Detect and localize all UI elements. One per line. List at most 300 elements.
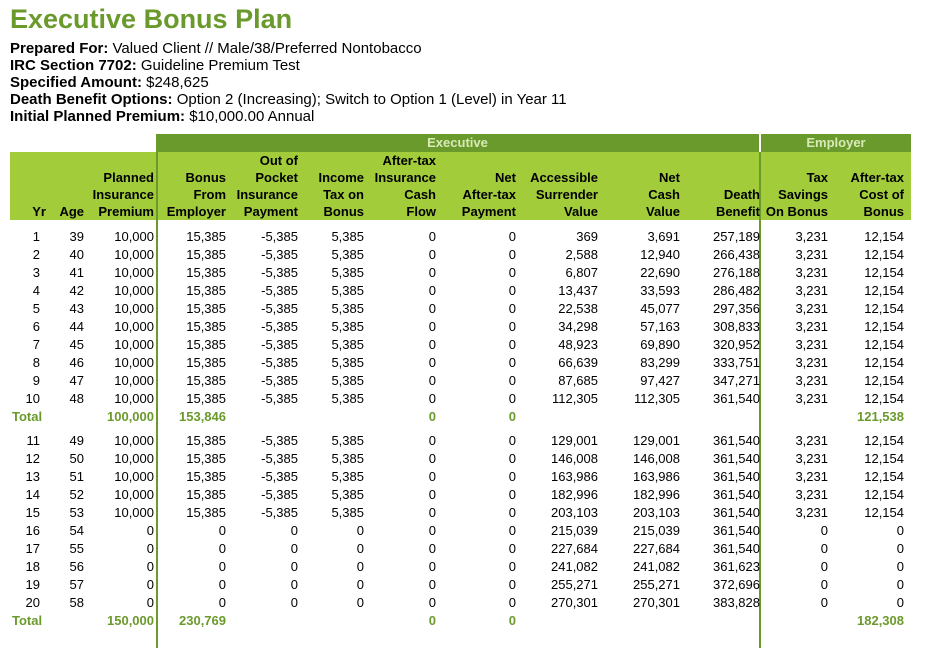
cell-planned-premium: 10,000 (114, 487, 154, 502)
cell-death-benefit: 383,828 (713, 595, 760, 610)
cell-bonus-from-employer: 15,385 (186, 391, 226, 406)
cell-out-of-pocket-payment: -5,385 (261, 391, 298, 406)
cell-after-tax-cost-of-bonus: 182,308 (857, 613, 904, 628)
cell-yr: 15 (25, 505, 40, 520)
cell-out-of-pocket-payment: 0 (290, 595, 298, 610)
cell-death-benefit: 276,188 (713, 265, 760, 280)
page-title: Executive Bonus Plan (10, 4, 293, 34)
cell-out-of-pocket-payment: -5,385 (261, 301, 298, 316)
cell-after-tax-cash-flow: 0 (428, 265, 436, 280)
cell-net-after-tax-payment: 0 (508, 409, 516, 424)
cell-income-tax-on-bonus: 5,385 (331, 451, 364, 466)
cell-net-cash-value: 241,082 (633, 559, 680, 574)
cell-death-benefit: 266,438 (713, 247, 760, 262)
cell-net-cash-value: 203,103 (633, 505, 680, 520)
cell-bonus-from-employer: 15,385 (186, 373, 226, 388)
cell-net-after-tax-payment: 0 (508, 265, 516, 280)
cell-death-benefit: 286,482 (713, 283, 760, 298)
cell-income-tax-on-bonus: 5,385 (331, 283, 364, 298)
cell-tax-savings-on-bonus: 0 (820, 577, 828, 592)
cell-bonus-from-employer: 0 (218, 541, 226, 556)
cell-net-cash-value: 45,077 (640, 301, 680, 316)
cell-death-benefit: 361,540 (713, 451, 760, 466)
cell-yr: 19 (25, 577, 40, 592)
initial-planned-premium: Initial Planned Premium: $10,000.00 Annual (10, 108, 315, 125)
cell-net-after-tax-payment: 0 (508, 469, 516, 484)
cell-after-tax-cost-of-bonus: 12,154 (864, 451, 904, 466)
cell-income-tax-on-bonus: 0 (356, 577, 364, 592)
cell-income-tax-on-bonus: 5,385 (331, 373, 364, 388)
cell-net-cash-value: 163,986 (633, 469, 680, 484)
cell-net-after-tax-payment: 0 (508, 301, 516, 316)
cell-out-of-pocket-payment: -5,385 (261, 355, 298, 370)
table-row (10, 372, 910, 390)
cell-income-tax-on-bonus: 5,385 (331, 505, 364, 520)
cell-age (48, 408, 86, 426)
cell-income-tax-on-bonus: 5,385 (331, 229, 364, 244)
cell-net-cash-value: 146,008 (633, 451, 680, 466)
cell-yr: 13 (25, 469, 40, 484)
cell-net-cash-value: 255,271 (633, 577, 680, 592)
cell-planned-premium: 0 (146, 541, 154, 556)
cell-planned-premium: 0 (146, 577, 154, 592)
cell-after-tax-cost-of-bonus: 121,538 (857, 409, 904, 424)
cell-after-tax-cash-flow: 0 (428, 229, 436, 244)
cell-after-tax-cash-flow: 0 (428, 409, 436, 424)
cell-yr: 3 (32, 265, 40, 280)
cell-planned-premium: 10,000 (114, 433, 154, 448)
cell-planned-premium: 0 (146, 523, 154, 538)
cell-yr: Total (12, 409, 43, 424)
cell-out-of-pocket-payment: 0 (290, 523, 298, 538)
cell-age: 39 (69, 229, 84, 244)
cell-accessible-surrender-value: 146,008 (551, 451, 598, 466)
cell-after-tax-cost-of-bonus: 12,154 (864, 265, 904, 280)
cell-net-cash-value: 69,890 (640, 337, 680, 352)
cell-after-tax-cash-flow: 0 (428, 319, 436, 334)
cell-net-after-tax-payment: 0 (508, 337, 516, 352)
cell-out-of-pocket-payment: -5,385 (261, 247, 298, 262)
cell-after-tax-cost-of-bonus: 12,154 (864, 337, 904, 352)
total-row (10, 408, 910, 426)
cell-accessible-surrender-value (518, 612, 600, 630)
cell-after-tax-cash-flow: 0 (428, 487, 436, 502)
cell-net-after-tax-payment: 0 (508, 247, 516, 262)
cell-net-after-tax-payment: 0 (508, 451, 516, 466)
cell-planned-premium: 10,000 (114, 229, 154, 244)
cell-planned-premium: 10,000 (114, 373, 154, 388)
header-tax-savings-on-bonus: Tax Savings On Bonus (765, 170, 828, 219)
cell-after-tax-cash-flow: 0 (428, 301, 436, 316)
cell-tax-savings-on-bonus: 0 (820, 541, 828, 556)
cell-age: 58 (69, 595, 84, 610)
cell-after-tax-cash-flow: 0 (428, 595, 436, 610)
cell-yr: 18 (25, 559, 40, 574)
cell-after-tax-cash-flow: 0 (428, 469, 436, 484)
cell-planned-premium: 10,000 (114, 265, 154, 280)
cell-net-after-tax-payment: 0 (508, 433, 516, 448)
cell-yr: 5 (32, 301, 40, 316)
cell-after-tax-cost-of-bonus: 12,154 (864, 505, 904, 520)
cell-age: 55 (69, 541, 84, 556)
cell-after-tax-cost-of-bonus: 0 (896, 595, 904, 610)
cell-after-tax-cost-of-bonus: 12,154 (864, 433, 904, 448)
table-row (10, 540, 910, 558)
cell-income-tax-on-bonus: 5,385 (331, 487, 364, 502)
cell-income-tax-on-bonus: 0 (356, 541, 364, 556)
cell-net-after-tax-payment: 0 (508, 283, 516, 298)
cell-death-benefit: 308,833 (713, 319, 760, 334)
cell-accessible-surrender-value: 215,039 (551, 523, 598, 538)
cell-accessible-surrender-value: 87,685 (558, 373, 598, 388)
cell-age: 43 (69, 301, 84, 316)
cell-bonus-from-employer: 15,385 (186, 247, 226, 262)
cell-planned-premium: 10,000 (114, 469, 154, 484)
header-out-of-pocket-payment: Out of Pocket Insurance Payment (236, 153, 298, 219)
cell-out-of-pocket-payment: -5,385 (261, 265, 298, 280)
cell-after-tax-cash-flow: 0 (428, 451, 436, 466)
cell-bonus-from-employer: 153,846 (179, 409, 226, 424)
cell-age: 56 (69, 559, 84, 574)
cell-out-of-pocket-payment: -5,385 (261, 373, 298, 388)
cell-tax-savings-on-bonus: 0 (820, 523, 828, 538)
cell-death-benefit: 372,696 (713, 577, 760, 592)
cell-accessible-surrender-value: 182,996 (551, 487, 598, 502)
prepared-for: Prepared For: Valued Client // Male/38/Preferred Nontobacco (10, 40, 422, 57)
cell-out-of-pocket-payment (228, 408, 300, 426)
cell-net-after-tax-payment: 0 (508, 355, 516, 370)
cell-accessible-surrender-value: 48,923 (558, 337, 598, 352)
cell-net-after-tax-payment: 0 (508, 391, 516, 406)
cell-age: 44 (69, 319, 84, 334)
cell-out-of-pocket-payment: -5,385 (261, 469, 298, 484)
illustration-table (10, 152, 910, 630)
cell-after-tax-cost-of-bonus: 12,154 (864, 319, 904, 334)
table-row (10, 576, 910, 594)
cell-planned-premium: 10,000 (114, 391, 154, 406)
cell-after-tax-cash-flow: 0 (428, 541, 436, 556)
cell-tax-savings-on-bonus: 3,231 (795, 451, 828, 466)
cell-net-cash-value: 112,305 (633, 391, 680, 406)
table-row (10, 354, 910, 372)
cell-net-cash-value: 12,940 (640, 247, 680, 262)
cell-death-benefit: 361,540 (713, 541, 760, 556)
cell-net-after-tax-payment: 0 (508, 505, 516, 520)
cell-net-cash-value: 215,039 (633, 523, 680, 538)
cell-death-benefit: 361,540 (713, 391, 760, 406)
cell-out-of-pocket-payment: -5,385 (261, 229, 298, 244)
cell-net-cash-value: 83,299 (640, 355, 680, 370)
cell-tax-savings-on-bonus: 3,231 (795, 337, 828, 352)
cell-out-of-pocket-payment: -5,385 (261, 505, 298, 520)
cell-death-benefit: 361,540 (713, 505, 760, 520)
cell-yr: 10 (25, 391, 40, 406)
cell-after-tax-cost-of-bonus: 0 (896, 523, 904, 538)
cell-net-cash-value (600, 408, 682, 426)
cell-net-after-tax-payment: 0 (508, 373, 516, 388)
header-yr: Yr (32, 204, 46, 219)
cell-net-after-tax-payment: 0 (508, 523, 516, 538)
cell-bonus-from-employer: 15,385 (186, 337, 226, 352)
table-row (10, 558, 910, 576)
cell-yr: 20 (25, 595, 40, 610)
cell-death-benefit: 361,540 (713, 523, 760, 538)
table-row (10, 228, 910, 246)
cell-death-benefit: 333,751 (713, 355, 760, 370)
cell-after-tax-cost-of-bonus: 12,154 (864, 355, 904, 370)
header-bonus-from-employer: Bonus From Employer (166, 170, 226, 219)
cell-after-tax-cost-of-bonus: 12,154 (864, 373, 904, 388)
cell-after-tax-cash-flow: 0 (428, 373, 436, 388)
cell-net-after-tax-payment: 0 (508, 319, 516, 334)
cell-after-tax-cash-flow: 0 (428, 577, 436, 592)
cell-after-tax-cash-flow: 0 (428, 505, 436, 520)
cell-accessible-surrender-value: 66,639 (558, 355, 598, 370)
cell-after-tax-cash-flow: 0 (428, 355, 436, 370)
cell-income-tax-on-bonus: 5,385 (331, 433, 364, 448)
plan-info (10, 40, 567, 125)
cell-bonus-from-employer: 0 (218, 559, 226, 574)
cell-age: 52 (69, 487, 84, 502)
cell-out-of-pocket-payment: 0 (290, 577, 298, 592)
cell-tax-savings-on-bonus: 3,231 (795, 487, 828, 502)
cell-accessible-surrender-value: 227,684 (551, 541, 598, 556)
cell-tax-savings-on-bonus: 3,231 (795, 433, 828, 448)
header-after-tax-cash-flow: After-tax Insurance Cash Flow (374, 153, 436, 219)
cell-accessible-surrender-value: 270,301 (551, 595, 598, 610)
table-row (10, 390, 910, 408)
cell-net-after-tax-payment: 0 (508, 595, 516, 610)
cell-net-cash-value (600, 612, 682, 630)
cell-out-of-pocket-payment: -5,385 (261, 433, 298, 448)
cell-death-benefit: 347,271 (713, 373, 760, 388)
cell-tax-savings-on-bonus: 0 (820, 559, 828, 574)
employer-group-header: Employer (761, 134, 911, 152)
cell-net-cash-value: 57,163 (640, 319, 680, 334)
cell-after-tax-cost-of-bonus: 12,154 (864, 391, 904, 406)
header-accessible-surrender-value: Accessible Surrender Value (530, 170, 598, 219)
cell-bonus-from-employer: 15,385 (186, 487, 226, 502)
cell-bonus-from-employer: 15,385 (186, 229, 226, 244)
cell-out-of-pocket-payment: -5,385 (261, 451, 298, 466)
cell-accessible-surrender-value: 13,437 (558, 283, 598, 298)
header-planned-premium: Planned Insurance Premium (92, 170, 154, 219)
cell-net-cash-value: 182,996 (633, 487, 680, 502)
column-headers (10, 152, 910, 220)
cell-income-tax-on-bonus: 5,385 (331, 337, 364, 352)
cell-net-cash-value: 227,684 (633, 541, 680, 556)
cell-tax-savings-on-bonus (762, 612, 830, 630)
cell-out-of-pocket-payment (228, 612, 300, 630)
cell-after-tax-cost-of-bonus: 0 (896, 541, 904, 556)
cell-bonus-from-employer: 0 (218, 523, 226, 538)
cell-planned-premium: 10,000 (114, 505, 154, 520)
cell-tax-savings-on-bonus: 3,231 (795, 301, 828, 316)
cell-age: 57 (69, 577, 84, 592)
cell-planned-premium: 10,000 (114, 319, 154, 334)
cell-net-cash-value: 129,001 (633, 433, 680, 448)
cell-out-of-pocket-payment: 0 (290, 541, 298, 556)
cell-accessible-surrender-value: 112,305 (551, 391, 598, 406)
cell-income-tax-on-bonus: 5,385 (331, 319, 364, 334)
cell-accessible-surrender-value: 129,001 (551, 433, 598, 448)
cell-after-tax-cost-of-bonus: 12,154 (864, 487, 904, 502)
cell-age: 51 (69, 469, 84, 484)
table-row (10, 336, 910, 354)
cell-after-tax-cash-flow: 0 (428, 337, 436, 352)
table-row (10, 282, 910, 300)
cell-income-tax-on-bonus (300, 408, 366, 426)
cell-bonus-from-employer: 15,385 (186, 319, 226, 334)
table-row (10, 300, 910, 318)
cell-yr: 7 (32, 337, 40, 352)
cell-accessible-surrender-value: 241,082 (551, 559, 598, 574)
cell-accessible-surrender-value: 255,271 (551, 577, 598, 592)
cell-tax-savings-on-bonus (762, 408, 830, 426)
cell-planned-premium: 10,000 (114, 247, 154, 262)
specified-amount: Specified Amount: $248,625 (10, 74, 209, 91)
cell-net-cash-value: 97,427 (640, 373, 680, 388)
cell-yr: 4 (32, 283, 40, 298)
cell-planned-premium: 10,000 (114, 301, 154, 316)
cell-net-after-tax-payment: 0 (508, 487, 516, 502)
cell-after-tax-cash-flow: 0 (428, 613, 436, 628)
cell-age: 47 (69, 373, 84, 388)
cell-tax-savings-on-bonus: 0 (820, 595, 828, 610)
cell-planned-premium: 150,000 (107, 613, 154, 628)
cell-income-tax-on-bonus: 5,385 (331, 469, 364, 484)
cell-death-benefit: 361,623 (713, 559, 760, 574)
irc-section: IRC Section 7702: Guideline Premium Test (10, 57, 300, 74)
cell-age: 46 (69, 355, 84, 370)
cell-tax-savings-on-bonus: 3,231 (795, 229, 828, 244)
cell-tax-savings-on-bonus: 3,231 (795, 283, 828, 298)
cell-age (48, 612, 86, 630)
cell-death-benefit: 257,189 (713, 229, 760, 244)
cell-tax-savings-on-bonus: 3,231 (795, 265, 828, 280)
cell-tax-savings-on-bonus: 3,231 (795, 247, 828, 262)
cell-income-tax-on-bonus (300, 612, 366, 630)
cell-yr: 14 (25, 487, 40, 502)
cell-yr: 11 (26, 433, 40, 448)
cell-death-benefit: 320,952 (713, 337, 760, 352)
cell-bonus-from-employer: 15,385 (186, 469, 226, 484)
cell-accessible-surrender-value: 163,986 (551, 469, 598, 484)
cell-out-of-pocket-payment: -5,385 (261, 319, 298, 334)
table-row (10, 594, 910, 612)
cell-out-of-pocket-payment: -5,385 (261, 487, 298, 502)
cell-after-tax-cash-flow: 0 (428, 283, 436, 298)
cell-age: 42 (69, 283, 84, 298)
cell-income-tax-on-bonus: 5,385 (331, 301, 364, 316)
cell-net-after-tax-payment: 0 (508, 613, 516, 628)
cell-age: 54 (69, 523, 84, 538)
header-income-tax-on-bonus: Income Tax on Bonus (318, 170, 364, 219)
cell-bonus-from-employer: 15,385 (186, 265, 226, 280)
cell-accessible-surrender-value: 2,588 (565, 247, 598, 262)
cell-accessible-surrender-value: 203,103 (551, 505, 598, 520)
cell-tax-savings-on-bonus: 3,231 (795, 469, 828, 484)
cell-accessible-surrender-value (518, 408, 600, 426)
table-row (10, 486, 910, 504)
cell-net-after-tax-payment: 0 (508, 577, 516, 592)
cell-accessible-surrender-value: 34,298 (558, 319, 598, 334)
cell-after-tax-cash-flow: 0 (428, 247, 436, 262)
cell-age: 41 (69, 265, 84, 280)
total-row (10, 612, 910, 630)
cell-after-tax-cost-of-bonus: 12,154 (864, 247, 904, 262)
cell-bonus-from-employer: 15,385 (186, 451, 226, 466)
table-row (10, 450, 910, 468)
cell-yr: 12 (25, 451, 40, 466)
cell-planned-premium: 10,000 (114, 355, 154, 370)
cell-after-tax-cost-of-bonus: 12,154 (864, 283, 904, 298)
header-net-after-tax-payment: Net After-tax Payment (461, 170, 516, 219)
cell-income-tax-on-bonus: 5,385 (331, 391, 364, 406)
cell-net-cash-value: 33,593 (640, 283, 680, 298)
cell-age: 50 (69, 451, 84, 466)
cell-bonus-from-employer: 15,385 (186, 433, 226, 448)
cell-age: 40 (69, 247, 84, 262)
cell-after-tax-cost-of-bonus: 12,154 (864, 469, 904, 484)
cell-income-tax-on-bonus: 0 (356, 595, 364, 610)
cell-planned-premium: 0 (146, 559, 154, 574)
cell-net-cash-value: 270,301 (633, 595, 680, 610)
cell-accessible-surrender-value: 6,807 (565, 265, 598, 280)
table-row (10, 468, 910, 486)
cell-after-tax-cash-flow: 0 (428, 523, 436, 538)
cell-yr: Total (12, 613, 43, 628)
cell-net-after-tax-payment: 0 (508, 229, 516, 244)
cell-age: 45 (69, 337, 84, 352)
table-row (10, 318, 910, 336)
header-net-cash-value: Net Cash Value (646, 170, 680, 219)
cell-planned-premium: 0 (146, 595, 154, 610)
cell-death-benefit (682, 408, 762, 426)
cell-age: 49 (69, 433, 84, 448)
cell-tax-savings-on-bonus: 3,231 (795, 505, 828, 520)
cell-yr: 16 (25, 523, 40, 538)
cell-yr: 9 (32, 373, 40, 388)
cell-planned-premium: 10,000 (114, 283, 154, 298)
cell-out-of-pocket-payment: -5,385 (261, 283, 298, 298)
cell-tax-savings-on-bonus: 3,231 (795, 319, 828, 334)
cell-planned-premium: 100,000 (107, 409, 154, 424)
cell-net-cash-value: 3,691 (647, 229, 680, 244)
cell-bonus-from-employer: 230,769 (179, 613, 226, 628)
cell-death-benefit (682, 612, 762, 630)
cell-yr: 2 (32, 247, 40, 262)
table-row (10, 246, 910, 264)
cell-accessible-surrender-value: 22,538 (558, 301, 598, 316)
cell-net-after-tax-payment: 0 (508, 559, 516, 574)
cell-bonus-from-employer: 0 (218, 577, 226, 592)
cell-bonus-from-employer: 0 (218, 595, 226, 610)
cell-tax-savings-on-bonus: 3,231 (795, 373, 828, 388)
cell-planned-premium: 10,000 (114, 451, 154, 466)
cell-bonus-from-employer: 15,385 (186, 301, 226, 316)
cell-yr: 17 (25, 541, 40, 556)
cell-yr: 8 (32, 355, 40, 370)
cell-yr: 1 (32, 229, 40, 244)
cell-accessible-surrender-value: 369 (576, 229, 598, 244)
cell-income-tax-on-bonus: 5,385 (331, 355, 364, 370)
table-row (10, 432, 910, 450)
cell-out-of-pocket-payment: 0 (290, 559, 298, 574)
cell-bonus-from-employer: 15,385 (186, 355, 226, 370)
header-after-tax-cost-of-bonus: After-tax Cost of Bonus (850, 170, 904, 219)
cell-net-cash-value: 22,690 (640, 265, 680, 280)
